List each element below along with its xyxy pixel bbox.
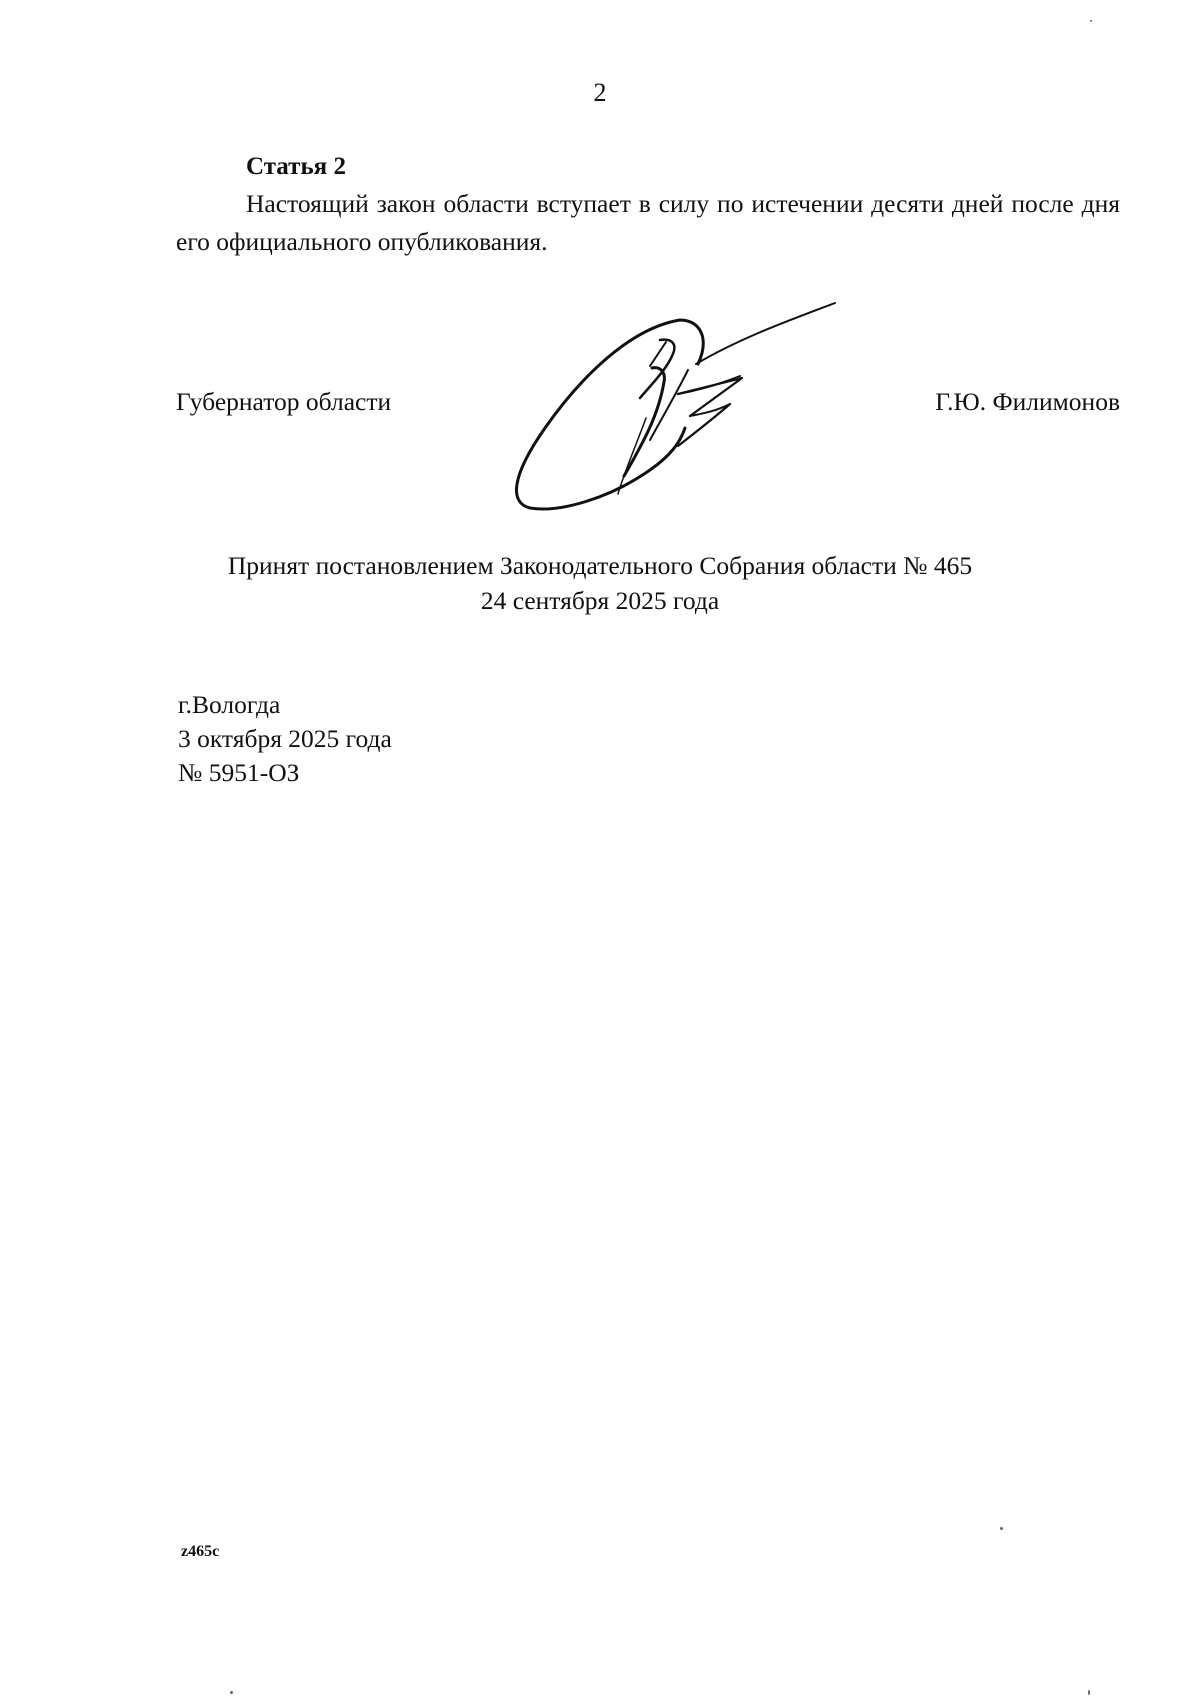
scan-speck	[1000, 1527, 1003, 1530]
scan-speck	[230, 1691, 233, 1694]
signer-name: Г.Ю. Филимонов	[935, 387, 1120, 416]
document-code: z465c	[181, 1543, 220, 1560]
adoption-block	[0, 548, 1200, 618]
article-heading: Статья 2	[246, 153, 346, 180]
scan-speck	[1088, 1690, 1090, 1695]
issuance-place: г.Вологда	[178, 690, 281, 719]
adoption-date: 24 сентября 2025 года	[480, 586, 720, 615]
article-body: Настоящий закон области вступает в силу по истечении десяти дней после дня его официального опубликования.	[176, 189, 1120, 256]
issuance-date: 3 октября 2025 года	[178, 724, 392, 753]
issuance-block	[178, 688, 392, 790]
law-number: № 5951-ОЗ	[178, 758, 300, 787]
page-number: 2	[593, 78, 607, 107]
handwritten-signature	[500, 298, 840, 520]
signer-position: Губернатор области	[176, 387, 392, 416]
scan-speck	[1090, 20, 1092, 22]
adoption-resolution: Принят постановлением Законодательного Собрания области № 465	[227, 551, 973, 580]
